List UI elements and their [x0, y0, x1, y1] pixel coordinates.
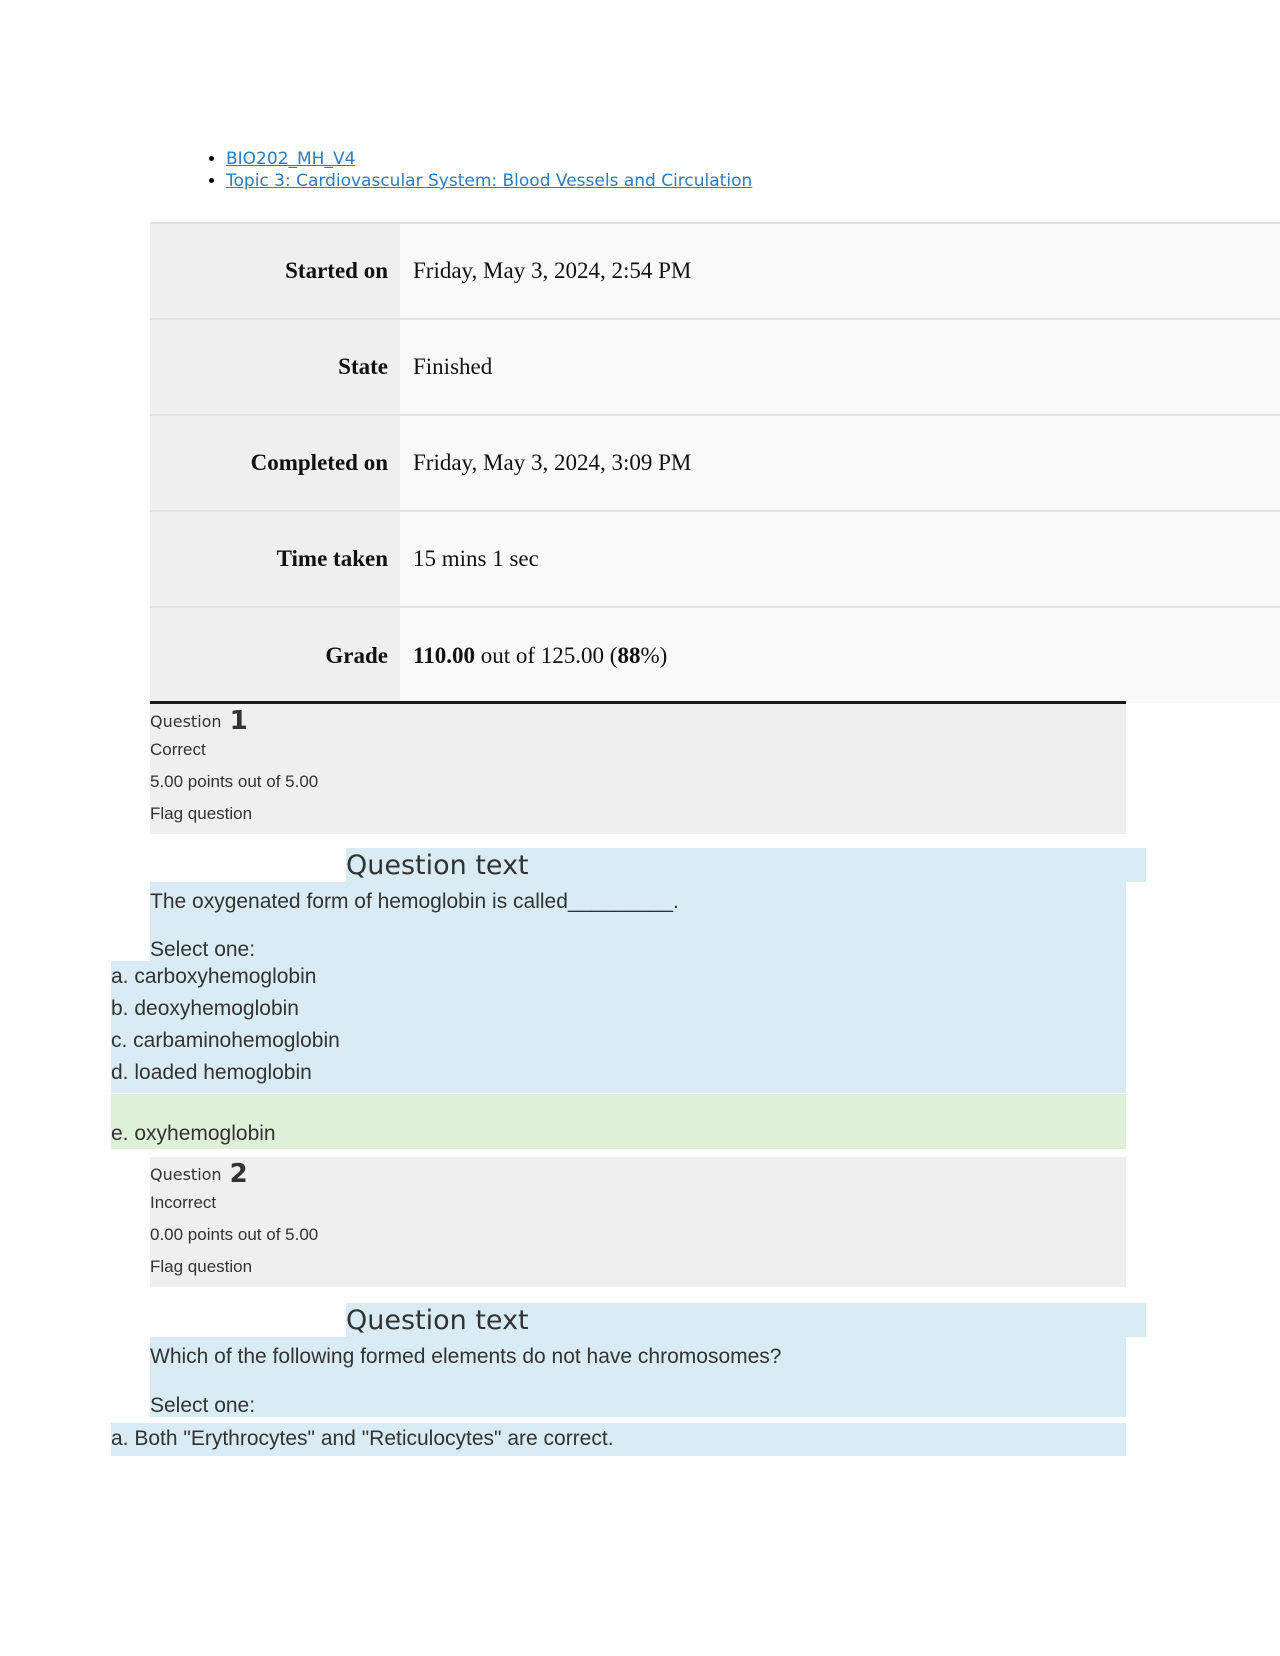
question-text-heading: Question text: [346, 848, 1146, 882]
summary-row-time: [150, 511, 1280, 607]
grade-percent: 88: [617, 642, 641, 668]
flag-question-link[interactable]: Flag question: [150, 1257, 253, 1276]
grade-score: 110.00: [413, 642, 475, 668]
question-1-body: [150, 882, 1126, 961]
time-taken-value: 15 mins 1 sec: [400, 511, 1280, 607]
grade-label: Grade: [150, 607, 400, 703]
summary-row-state: [150, 319, 1280, 415]
state-value: Finished: [400, 319, 1280, 415]
summary-row-completed: [150, 415, 1280, 511]
question-1-answers: [111, 961, 1126, 1093]
answer-option-b[interactable]: b. deoxyhemoglobin: [111, 997, 299, 1020]
state-label: State: [150, 319, 400, 415]
question-number-value: 2: [229, 1159, 248, 1189]
grade-percent-sign: %): [640, 642, 668, 668]
select-one-label: Select one:: [150, 938, 256, 961]
question-text-heading: Question text: [346, 1303, 1146, 1337]
question-status: Incorrect: [150, 1193, 217, 1212]
started-value: Friday, May 3, 2024, 2:54 PM: [400, 223, 1280, 319]
answer-option-d[interactable]: d. loaded hemoglobin: [111, 1061, 312, 1084]
time-taken-label: Time taken: [150, 511, 400, 607]
question-prompt: Which of the following formed elements do not have chromosomes?: [150, 1345, 782, 1368]
breadcrumb-item: [226, 170, 752, 192]
answer-option-a[interactable]: a. carboxyhemoglobin: [111, 965, 317, 988]
completed-label: Completed on: [150, 415, 400, 511]
breadcrumb-link-topic[interactable]: Topic 3: Cardiovascular System: Blood Vessels and Circulation: [226, 171, 753, 191]
question-prompt: The oxygenated form of hemoglobin is called_________.: [150, 890, 679, 913]
question-number-value: 1: [229, 706, 248, 736]
question-label: Question: [150, 1165, 222, 1184]
breadcrumb-item: [226, 148, 752, 170]
flag-question-link[interactable]: Flag question: [150, 804, 253, 823]
question-1-info: [150, 701, 1126, 834]
question-number: [150, 1157, 1126, 1187]
question-2-answers: [111, 1423, 1126, 1456]
question-status: Correct: [150, 740, 206, 759]
correct-answer-option[interactable]: [111, 1094, 1126, 1149]
answer-option-c[interactable]: c. carbaminohemoglobin: [111, 1029, 340, 1052]
breadcrumb: [188, 148, 752, 192]
question-points: 5.00 points out of 5.00: [150, 772, 319, 791]
answer-option-a[interactable]: a. Both "Erythrocytes" and "Reticulocytes" are correct.: [111, 1427, 614, 1450]
summary-row-grade: [150, 607, 1280, 703]
question-2-body: [150, 1337, 1126, 1417]
question-2-info: [150, 1157, 1126, 1287]
breadcrumb-link-course[interactable]: BIO202_MH_V4: [226, 149, 356, 169]
summary-row-started: [150, 223, 1280, 319]
quiz-summary-table: [150, 222, 1280, 703]
correct-answer-label: e. oxyhemoglobin: [111, 1122, 276, 1145]
grade-out-of: out of 125.00 (: [480, 642, 618, 668]
select-one-label: Select one:: [150, 1394, 256, 1417]
question-number: [150, 704, 1126, 734]
started-label: Started on: [150, 223, 400, 319]
grade-value: [400, 607, 1280, 703]
question-points: 0.00 points out of 5.00: [150, 1225, 319, 1244]
completed-value: Friday, May 3, 2024, 3:09 PM: [400, 415, 1280, 511]
question-label: Question: [150, 712, 222, 731]
